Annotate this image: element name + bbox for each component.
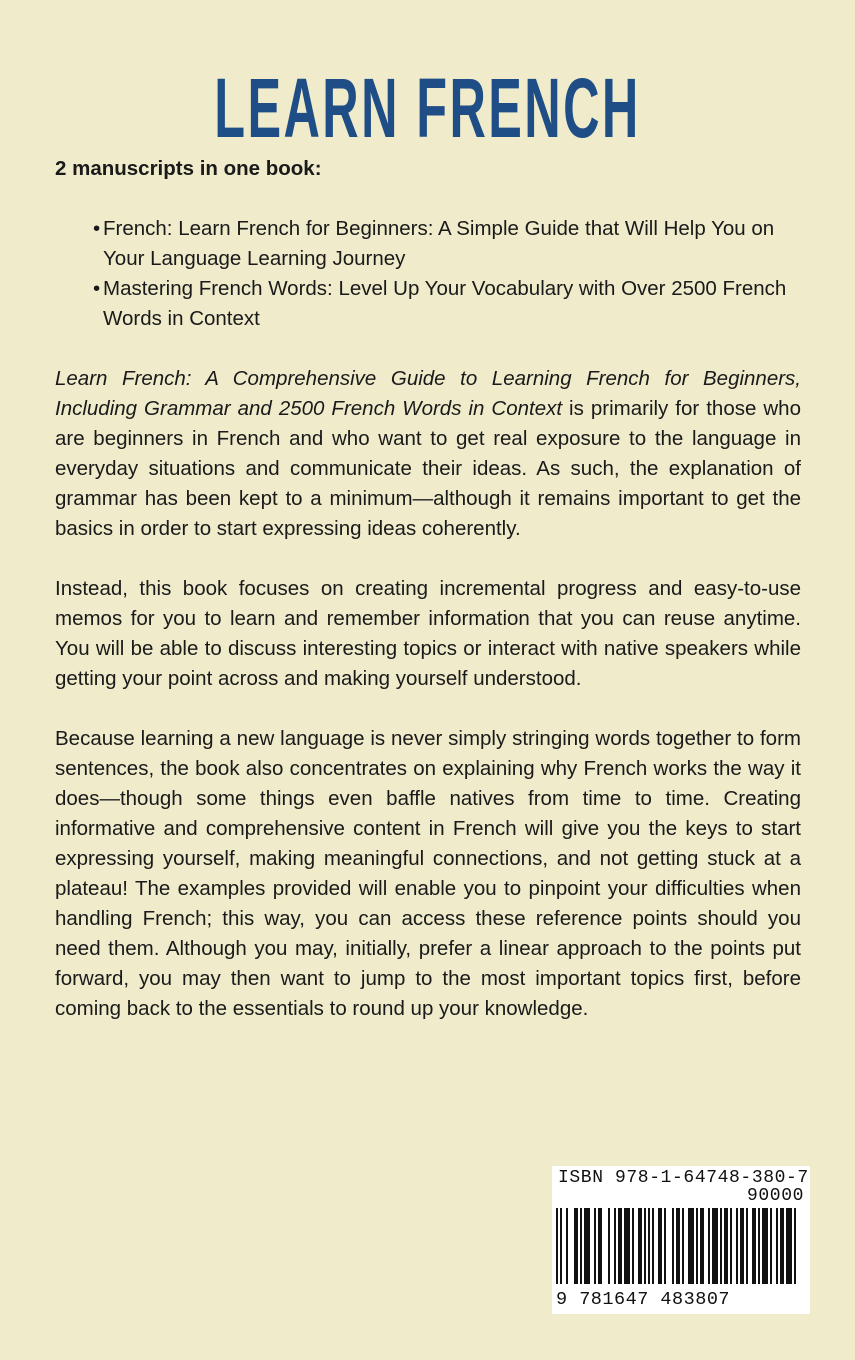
barcode-bars [556, 1208, 732, 1290]
book-title: LEARN FRENCH [214, 61, 641, 155]
list-item: • Mastering French Words: Level Up Your Vocabulary with Over 2500 French Words in Context [93, 274, 813, 334]
price-code: 90000 [746, 1186, 804, 1206]
isbn-barcode [552, 1166, 810, 1314]
description-paragraph-1 [55, 364, 801, 544]
book-full-title: Learn French: A Comprehensive Guide to Learning French for Beginners, Including Grammar and 2500 French Words in Context [55, 367, 801, 420]
description-paragraph-2: Instead, this book focuses on creating incremental progress and easy-to-use memos for you to learn and remember information that you can reuse anytime. You will be able to discuss interesting topics or interact with native speakers while getting your point across and making yourself understood. [55, 577, 801, 690]
subtitle: 2 manuscripts in one book: [55, 157, 322, 180]
description-paragraph-3: Because learning a new language is never simply stringing words together to form sentences, the book also concentrates on explaining why French works the way it does—though some things even baffle natives from time to time. Creating informative and comprehensive content in French will give you the keys to start expressing yourself, making meaningful connections, and not getting stuck at a plateau! The examples provided will enable you to pinpoint your difficulties when handling French; this way, you can access these reference points should you need them. Although you may, initially, prefer a linear approach to the points put forward, you may then want to jump to the most important topics first, before coming back to the essentials to round up your knowledge. [55, 727, 801, 1020]
barcode-addon-bars [736, 1208, 806, 1290]
barcode-digits: 9 781647 483807 [556, 1289, 731, 1310]
description-text: is primarily for those who are beginners in French and who want to get real exposure to the language in everyday situations and communicate their ideas. As such, the explanation of grammar has been kept to a minimum—although it remains important to get the basics in order to start expressing ideas coherently. [55, 397, 801, 540]
isbn-number: ISBN 978-1-64748-380-7 [558, 1168, 809, 1188]
list-item: • French: Learn French for Beginners: A Simple Guide that Will Help You on Your Language Learning Journey [93, 214, 813, 274]
manuscript-list [93, 214, 813, 334]
